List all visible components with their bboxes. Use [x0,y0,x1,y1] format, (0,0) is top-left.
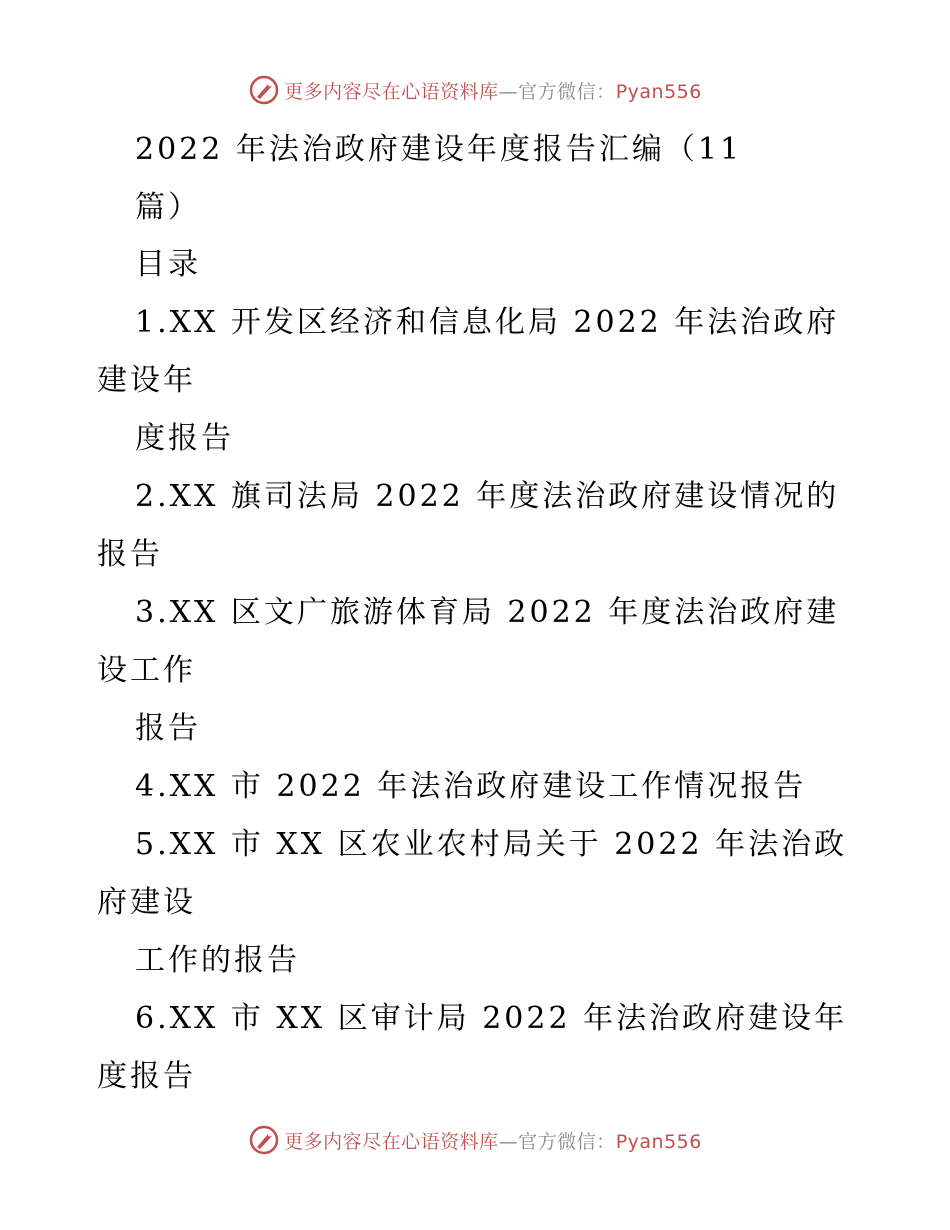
toc-item-5-line-3: 工作的报告 [135,943,300,978]
banner-site: 更多内容尽在心语资料库 [284,1130,499,1153]
toc-item-3-line-1: 3.XX 区文广旅游体育局 2022 年度法治政府建 [135,595,840,630]
toc-item-6-line-2: 度报告 [97,1059,196,1094]
toc-item-3-line-3: 报告 [135,711,201,746]
toc-item-5-line-1: 5.XX 市 XX 区农业农村局关于 2022 年法治政 [135,827,848,862]
banner-text [284,77,702,104]
banner-wechat-id: Pyan556 [615,1130,702,1153]
toc-item-5-line-2: 府建设 [97,885,196,920]
toc-item-3-line-2: 设工作 [97,653,196,688]
banner-wechat-label: 官方微信： [518,80,616,103]
toc-item-1-line-3: 度报告 [135,421,234,456]
footer-banner [0,1120,950,1160]
banner-site: 更多内容尽在心语资料库 [284,80,499,103]
toc-heading: 目录 [135,247,201,282]
pen-logo-icon [248,1124,280,1156]
doc-title-line-2: 篇） [135,190,201,225]
pen-logo-icon [248,74,280,106]
banner-wechat-label: 官方微信： [518,1130,616,1153]
toc-item-6-line-1: 6.XX 市 XX 区审计局 2022 年法治政府建设年 [135,1001,848,1036]
banner-dash: — [498,1130,519,1153]
toc-item-2-line-2: 报告 [97,537,163,572]
header-banner [0,70,950,110]
toc-item-2-line-1: 2.XX 旗司法局 2022 年度法治政府建设情况的 [135,479,840,514]
banner-dash: — [498,80,519,103]
doc-title-line-1: 2022 年法治政府建设年度报告汇编（11 [135,132,743,167]
toc-item-1-line-1: 1.XX 开发区经济和信息化局 2022 年法治政府 [135,305,840,340]
toc-item-1-line-2: 建设年 [97,363,196,398]
banner-wechat-id: Pyan556 [615,80,702,103]
banner-text [284,1127,702,1154]
toc-item-4-line-1: 4.XX 市 2022 年法治政府建设工作情况报告 [135,769,807,804]
